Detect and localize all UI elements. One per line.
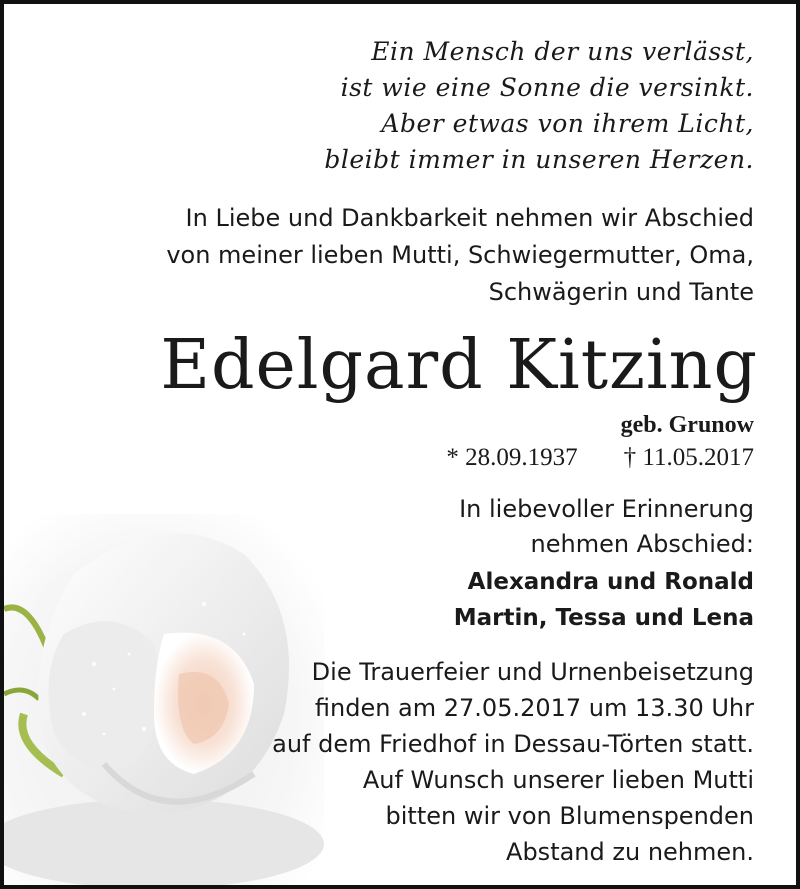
poem-line: Ein Mensch der uns verlässt, bbox=[371, 37, 754, 66]
intro-text bbox=[166, 200, 754, 311]
poem bbox=[324, 34, 754, 178]
ceremony-line: bitten wir von Blumenspenden bbox=[385, 802, 754, 830]
ceremony-line: auf dem Friedhof in Dessau-Törten statt. bbox=[272, 730, 754, 758]
ceremony-line: Abstand zu nehmen. bbox=[506, 838, 754, 866]
ceremony-line: finden am 27.05.2017 um 13.30 Uhr bbox=[314, 694, 754, 722]
poem-line: Aber etwas von ihrem Licht, bbox=[381, 109, 754, 138]
poem-line: bleibt immer in unseren Herzen. bbox=[324, 145, 754, 174]
memory-line: nehmen Abschied: bbox=[530, 530, 754, 558]
ceremony-line: Auf Wunsch unserer lieben Mutti bbox=[362, 766, 754, 794]
mourners-list bbox=[454, 564, 754, 636]
intro-line: Schwägerin und Tante bbox=[488, 278, 754, 306]
memory-line: In liebevoller Erinnerung bbox=[459, 495, 754, 523]
mourner-line: Martin, Tessa und Lena bbox=[453, 605, 754, 631]
intro-line: In Liebe und Dankbarkeit nehmen wir Abschied bbox=[185, 204, 754, 232]
memory-text bbox=[459, 492, 754, 562]
deceased-name: Edelgard Kitzing bbox=[160, 326, 758, 405]
poem-line: ist wie eine Sonne die versinkt. bbox=[340, 73, 754, 102]
ceremony-line: Die Trauerfeier und Urnenbeisetzung bbox=[311, 658, 754, 686]
birth-date: * 28.09.1937 bbox=[446, 444, 578, 471]
mourner-line: Alexandra und Ronald bbox=[467, 569, 754, 595]
life-dates bbox=[446, 444, 754, 472]
birth-name: geb. Grunow bbox=[620, 412, 754, 438]
death-date: † 11.05.2017 bbox=[623, 444, 754, 471]
ceremony-info bbox=[272, 654, 754, 870]
intro-line: von meiner lieben Mutti, Schwiegermutter, Oma, bbox=[166, 241, 754, 269]
